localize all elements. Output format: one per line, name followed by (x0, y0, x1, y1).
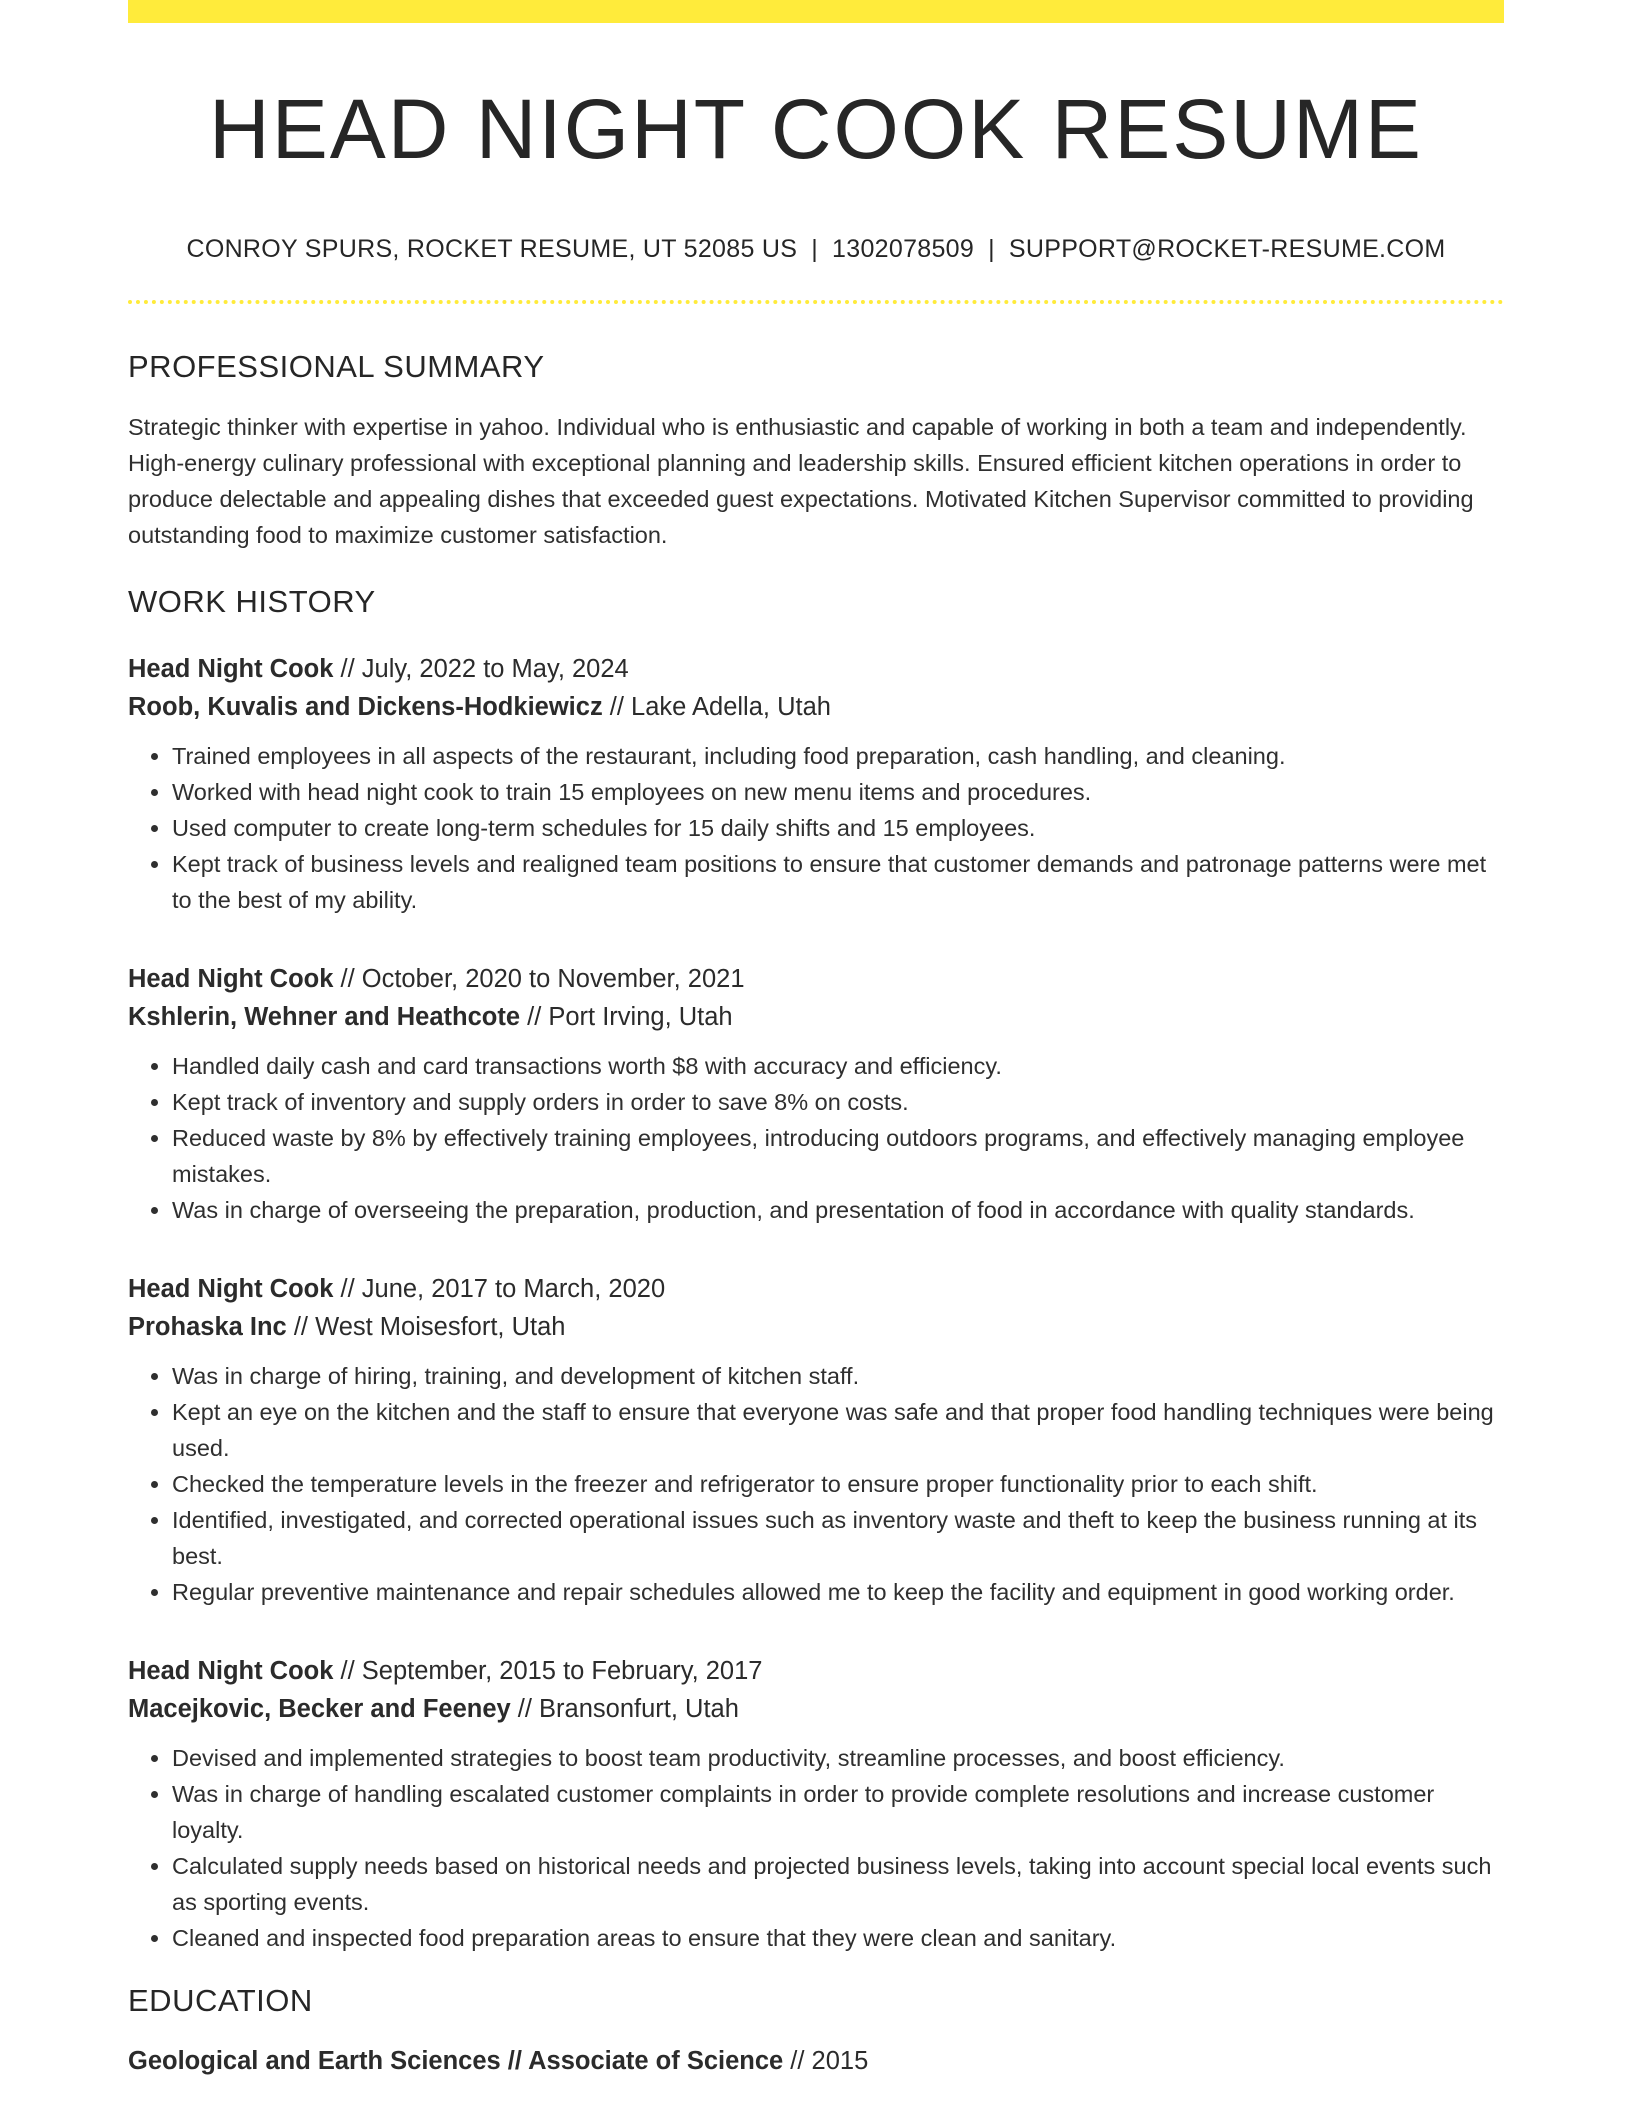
job-bullet: • Calculated supply needs based on historical needs and projected business levels, taking into account special local events such as sporting events. (172, 1848, 1504, 1920)
job-bullet: • Worked with head night cook to train 15 employees on new menu items and procedures. (172, 774, 1504, 810)
job-bullet-list (128, 738, 1504, 918)
job-bullet: • Used computer to create long-term schedules for 15 daily shifts and 15 employees. (172, 810, 1504, 846)
job-bullet-list (128, 1358, 1504, 1610)
job-bullet: • Reduced waste by 8% by effectively training employees, introducing outdoors programs, and effectively managing employee mistakes. (172, 1120, 1504, 1192)
summary-text: Strategic thinker with expertise in yahoo. Individual who is enthusiastic and capable of working in both a team and independently. High-energy culinary professional with exceptional planning and leadership skills. Ensured efficient kitchen operations in order to produce delectable and appealing dishes that exceeded guest expectations. Motivated Kitchen Supervisor committed to providing outstanding food to maximize customer satisfaction. (128, 414, 1474, 549)
job-role: Head Night Cook (128, 965, 334, 994)
accent-top-bar (128, 0, 1504, 23)
job-role-line (128, 1652, 1504, 1690)
page-title: HEAD NIGHT COOK RESUME (209, 82, 1423, 176)
job-company: Macejkovic, Becker and Feeney (128, 1695, 511, 1724)
job-company: Kshlerin, Wehner and Heathcote (128, 1003, 521, 1032)
job-dates: // June, 2017 to March, 2020 (333, 1275, 666, 1304)
job-location: // Bransonfurt, Utah (510, 1695, 739, 1724)
contact-separator: | (811, 235, 819, 263)
job-bullet-list (128, 1048, 1504, 1228)
job-bullet: • Was in charge of handling escalated customer complaints in order to provide complete resolutions and increase customer loyalty. (172, 1776, 1504, 1848)
job-entry (128, 650, 1504, 918)
job-role: Head Night Cook (128, 1657, 334, 1686)
job-bullet: • Devised and implemented strategies to boost team productivity, streamline processes, and boost efficiency. (172, 1740, 1504, 1776)
job-company-line (128, 1690, 1504, 1728)
job-location: // Lake Adella, Utah (602, 693, 831, 722)
education-year: // 2015 (783, 2046, 869, 2075)
job-company-line (128, 688, 1504, 726)
job-company-line (128, 998, 1504, 1036)
job-bullet: • Identified, investigated, and corrected operational issues such as inventory waste and theft to keep the business running at its best. (172, 1502, 1504, 1574)
job-dates: // September, 2015 to February, 2017 (333, 1657, 763, 1686)
section-title-summary: PROFESSIONAL SUMMARY (128, 349, 545, 384)
job-location: // West Moisesfort, Utah (286, 1313, 566, 1342)
job-bullet: • Handled daily cash and card transactions worth $8 with accuracy and efficiency. (172, 1048, 1504, 1084)
contact-line (128, 235, 1504, 264)
contact-address: CONROY SPURS, ROCKET RESUME, UT 52085 US (186, 235, 798, 263)
job-entry (128, 960, 1504, 1228)
job-bullet: • Regular preventive maintenance and repair schedules allowed me to keep the facility and equipment in good working order. (172, 1574, 1504, 1610)
job-bullet: • Cleaned and inspected food preparation areas to ensure that they were clean and sanitary. (172, 1920, 1504, 1956)
dotted-divider (128, 300, 1504, 304)
job-entry (128, 1270, 1504, 1610)
resume-page (128, 0, 1504, 2080)
job-role: Head Night Cook (128, 1275, 334, 1304)
job-role-line (128, 1270, 1504, 1308)
education-entry (128, 2042, 1504, 2080)
job-company: Prohaska Inc (128, 1313, 287, 1342)
job-bullet: • Trained employees in all aspects of the restaurant, including food preparation, cash handling, and cleaning. (172, 738, 1504, 774)
contact-email: SUPPORT@ROCKET-RESUME.COM (1008, 235, 1446, 263)
job-bullet: • Was in charge of overseeing the preparation, production, and presentation of food in accordance with quality standards. (172, 1192, 1504, 1228)
job-role-line (128, 650, 1504, 688)
job-bullet: • Kept an eye on the kitchen and the staff to ensure that everyone was safe and that proper food handling techniques were being used. (172, 1394, 1504, 1466)
education-degree: Geological and Earth Sciences // Associate of Science (128, 2046, 784, 2075)
job-dates: // July, 2022 to May, 2024 (333, 655, 629, 684)
job-role-line (128, 960, 1504, 998)
contact-phone: 1302078509 (832, 235, 975, 263)
job-company: Roob, Kuvalis and Dickens-Hodkiewicz (128, 693, 603, 722)
job-bullet-list (128, 1740, 1504, 1956)
job-dates: // October, 2020 to November, 2021 (333, 965, 745, 994)
contact-separator: | (988, 235, 995, 263)
job-bullet: • Was in charge of hiring, training, and development of kitchen staff. (172, 1358, 1504, 1394)
job-list (128, 650, 1504, 1956)
section-title-education: EDUCATION (128, 1983, 313, 2019)
job-bullet: • Kept track of inventory and supply orders in order to save 8% on costs. (172, 1084, 1504, 1120)
job-bullet: • Checked the temperature levels in the freezer and refrigerator to ensure proper functionality prior to each shift. (172, 1466, 1504, 1502)
job-entry (128, 1652, 1504, 1956)
job-bullet: • Kept track of business levels and realigned team positions to ensure that customer demands and patronage patterns were met to the best of my ability. (172, 846, 1504, 918)
section-title-work-history: WORK HISTORY (128, 584, 376, 620)
job-company-line (128, 1308, 1504, 1346)
job-role: Head Night Cook (128, 655, 334, 684)
job-location: // Port Irving, Utah (520, 1003, 733, 1032)
